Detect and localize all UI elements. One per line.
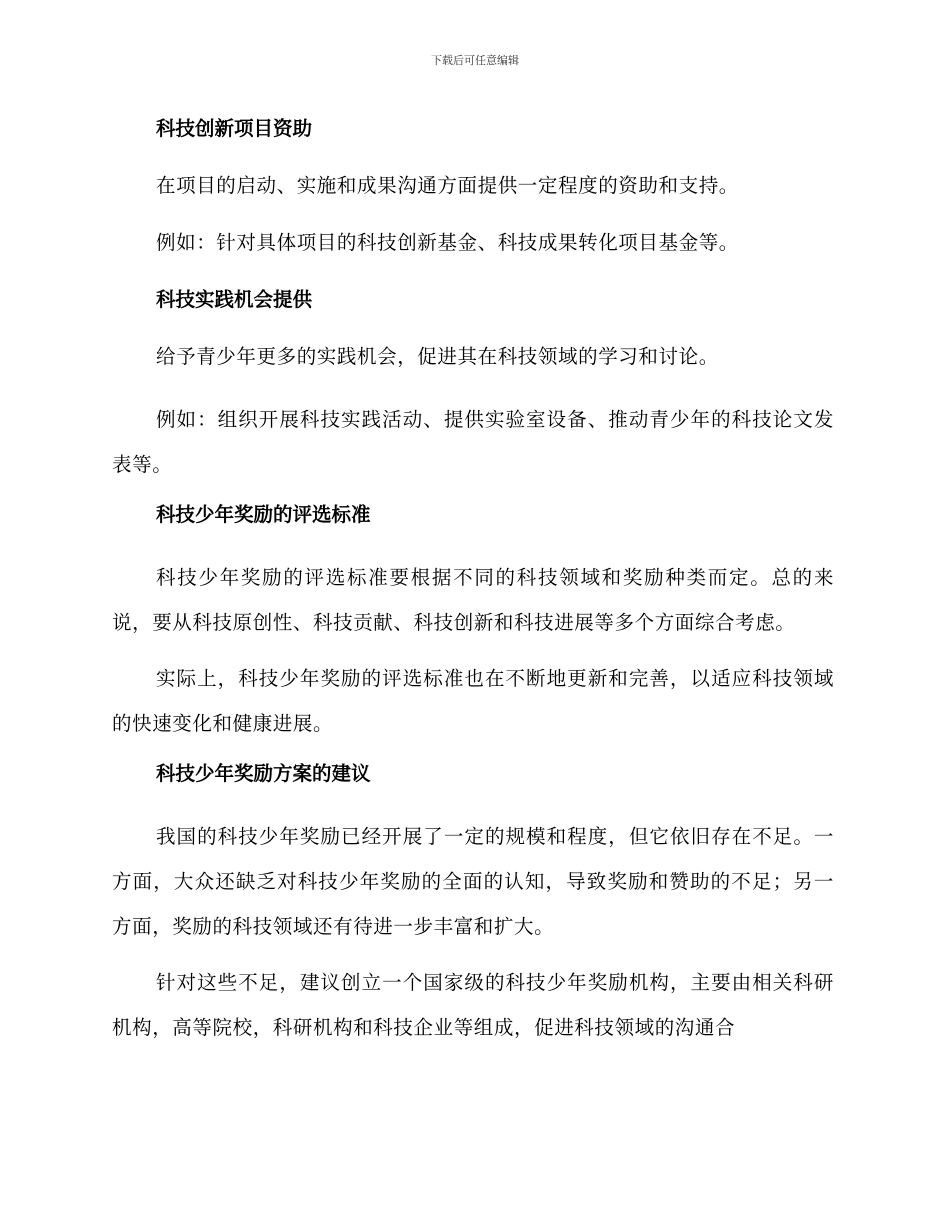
document-body [112, 112, 834, 1061]
section-heading: 科技创新项目资助 [156, 117, 313, 140]
section-heading: 科技实践机会提供 [156, 288, 313, 311]
page-header: 下载后可任意编辑 [431, 54, 519, 67]
paragraph: 例如：组织开展科技实践活动、提供实验室设备、推动青少年的科技论文发表等。 [112, 408, 834, 476]
paragraph: 我国的科技少年奖励已经开展了一定的规模和程度，但它依旧存在不足。一方面，大众还缺乏对科技少年奖励的全面的认知，导致奖励和赞助的不足；另一方面，奖励的科技领域还有待进一步丰富和扩大。 [112, 825, 834, 938]
section-heading: 科技少年奖励的评选标准 [156, 503, 371, 526]
paragraph: 实际上，科技少年奖励的评选标准也在不断地更新和完善，以适应科技领域的快速变化和健康进展。 [112, 667, 834, 735]
paragraph: 针对这些不足，建议创立一个国家级的科技少年奖励机构，主要由相关科研机构，高等院校，科研机构和科技企业等组成，促进科技领域的沟通合 [112, 971, 834, 1039]
section-heading: 科技少年奖励方案的建议 [156, 762, 371, 785]
paragraph: 例如：针对具体项目的科技创新基金、科技成果转化项目基金等。 [156, 231, 739, 254]
paragraph: 给予青少年更多的实践机会，促进其在科技领域的学习和讨论。 [156, 345, 719, 368]
paragraph: 在项目的启动、实施和成果沟通方面提供一定程度的资助和支持。 [156, 174, 739, 197]
paragraph: 科技少年奖励的评选标准要根据不同的科技领域和奖励种类而定。总的来说，要从科技原创性、科技贡献、科技创新和科技进展等多个方面综合考虑。 [112, 566, 834, 634]
